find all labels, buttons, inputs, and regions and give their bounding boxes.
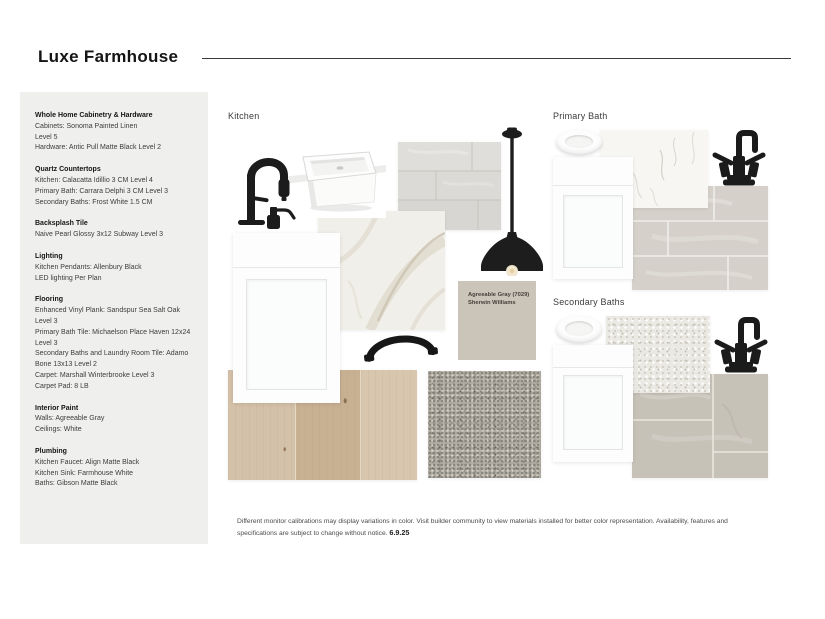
spec-line: Naive Pearl Glossy 3x12 Subway Level 3: [35, 231, 164, 239]
primary-cabinet-swatch: [553, 157, 633, 279]
secondary-faucet-image: [712, 313, 770, 375]
cabinet-door-panel: [563, 195, 623, 268]
kitchen-cabinet-swatch: [233, 233, 340, 403]
spec-line: Walls: Agreeable Gray: [35, 415, 105, 423]
carpet-swatch: [428, 371, 541, 478]
kitchen-label: Kitchen: [228, 111, 260, 121]
spec-line: Ceilings: White: [35, 426, 82, 434]
paint-brand: Sherwin Williams: [468, 299, 516, 306]
title-rule: [202, 58, 791, 59]
paint-name: Agreeable Gray (7029): [468, 292, 530, 298]
sink-bowl: [565, 135, 593, 148]
spec-line: Kitchen Faucet: Align Matte Black: [35, 458, 140, 466]
spec-section-backsplash: [35, 219, 196, 241]
spec-section-cabinetry: [35, 111, 196, 154]
spec-heading: Quartz Countertops: [35, 166, 101, 174]
cabinet-drawer-front: [553, 345, 633, 368]
secondary-sink-image: [556, 315, 602, 342]
cabinet-door-panel: [246, 279, 327, 390]
spec-line: Kitchen Pendants: Allenbury Black: [35, 263, 142, 271]
spec-line: Carpet: Marshall Winterbrooke Level 3: [35, 371, 155, 379]
paint-swatch: [458, 281, 536, 360]
cabinet-door-panel: [563, 375, 623, 450]
spec-section-countertops: [35, 165, 196, 208]
cabinet-drawer-front: [553, 157, 633, 186]
spec-heading: Whole Home Cabinetry & Hardware: [35, 112, 153, 119]
paint-swatch-text: [468, 292, 529, 307]
spec-line: Hardware: Antic Pull Matte Black Level 2: [35, 144, 162, 152]
secondary-cabinet-swatch: [553, 345, 633, 462]
disclaimer: [237, 517, 739, 539]
spec-line: Primary Bath Tile: Michaelson Place Haven 12x24 Level 3: [35, 328, 191, 347]
spec-line: Primary Bath: Carrara Delphi 3 CM Level 3: [35, 187, 169, 195]
secondary-baths-label: Secondary Baths: [553, 297, 625, 307]
cabinet-pull-image: [358, 328, 442, 362]
spec-section-paint: [35, 404, 196, 436]
revision-date: 6.9.25: [389, 527, 410, 537]
spec-heading: Interior Paint: [35, 404, 79, 412]
spec-heading: Plumbing: [35, 447, 67, 455]
primary-bath-label: Primary Bath: [553, 111, 608, 121]
spec-section-lighting: [35, 252, 196, 284]
spec-line: Secondary Baths and Laundry Room Tile: Adamo Bone 13x13 Level 2: [35, 350, 189, 369]
spec-section-plumbing: [35, 447, 196, 490]
primary-sink-image: [556, 129, 602, 154]
spec-line: Cabinets: Sonoma Painted Linen: [35, 122, 138, 130]
spec-line: Secondary Baths: Frost White 1.5 CM: [35, 198, 153, 206]
cabinet-drawer-front: [233, 233, 340, 268]
spec-sidebar: [20, 92, 208, 544]
spec-line: Enhanced Vinyl Plank: Sandspur Sea Salt Oak Level 3: [35, 307, 181, 325]
soap-dispenser-image: [260, 201, 298, 229]
spec-line: LED lighting Per Plan: [35, 274, 102, 282]
pendant-light-image: [479, 126, 545, 276]
spec-heading: Backsplash Tile: [35, 220, 88, 228]
page-title: Luxe Farmhouse: [38, 47, 179, 66]
spec-line: Level 5: [35, 133, 58, 141]
disclaimer-text: Different monitor calibrations may display variations in color. Visit builder community to view materials installed for better color representation. Availability, features and specifications are subject to change without notice.: [237, 518, 728, 537]
primary-faucet-image: [710, 126, 768, 188]
spec-heading: Flooring: [35, 296, 63, 304]
spec-heading: Lighting: [35, 252, 63, 260]
spec-section-flooring: [35, 295, 196, 392]
spec-line: Kitchen Sink: Farmhouse White: [35, 469, 134, 477]
sink-bowl: [565, 321, 593, 336]
spec-line: Kitchen: Calacatta Idillio 3 CM Level 4: [35, 176, 153, 184]
spec-line: Baths: Gibson Matte Black: [35, 480, 118, 488]
spec-line: Carpet Pad: 8 LB: [35, 382, 89, 390]
farmhouse-sink-image: [283, 141, 386, 218]
